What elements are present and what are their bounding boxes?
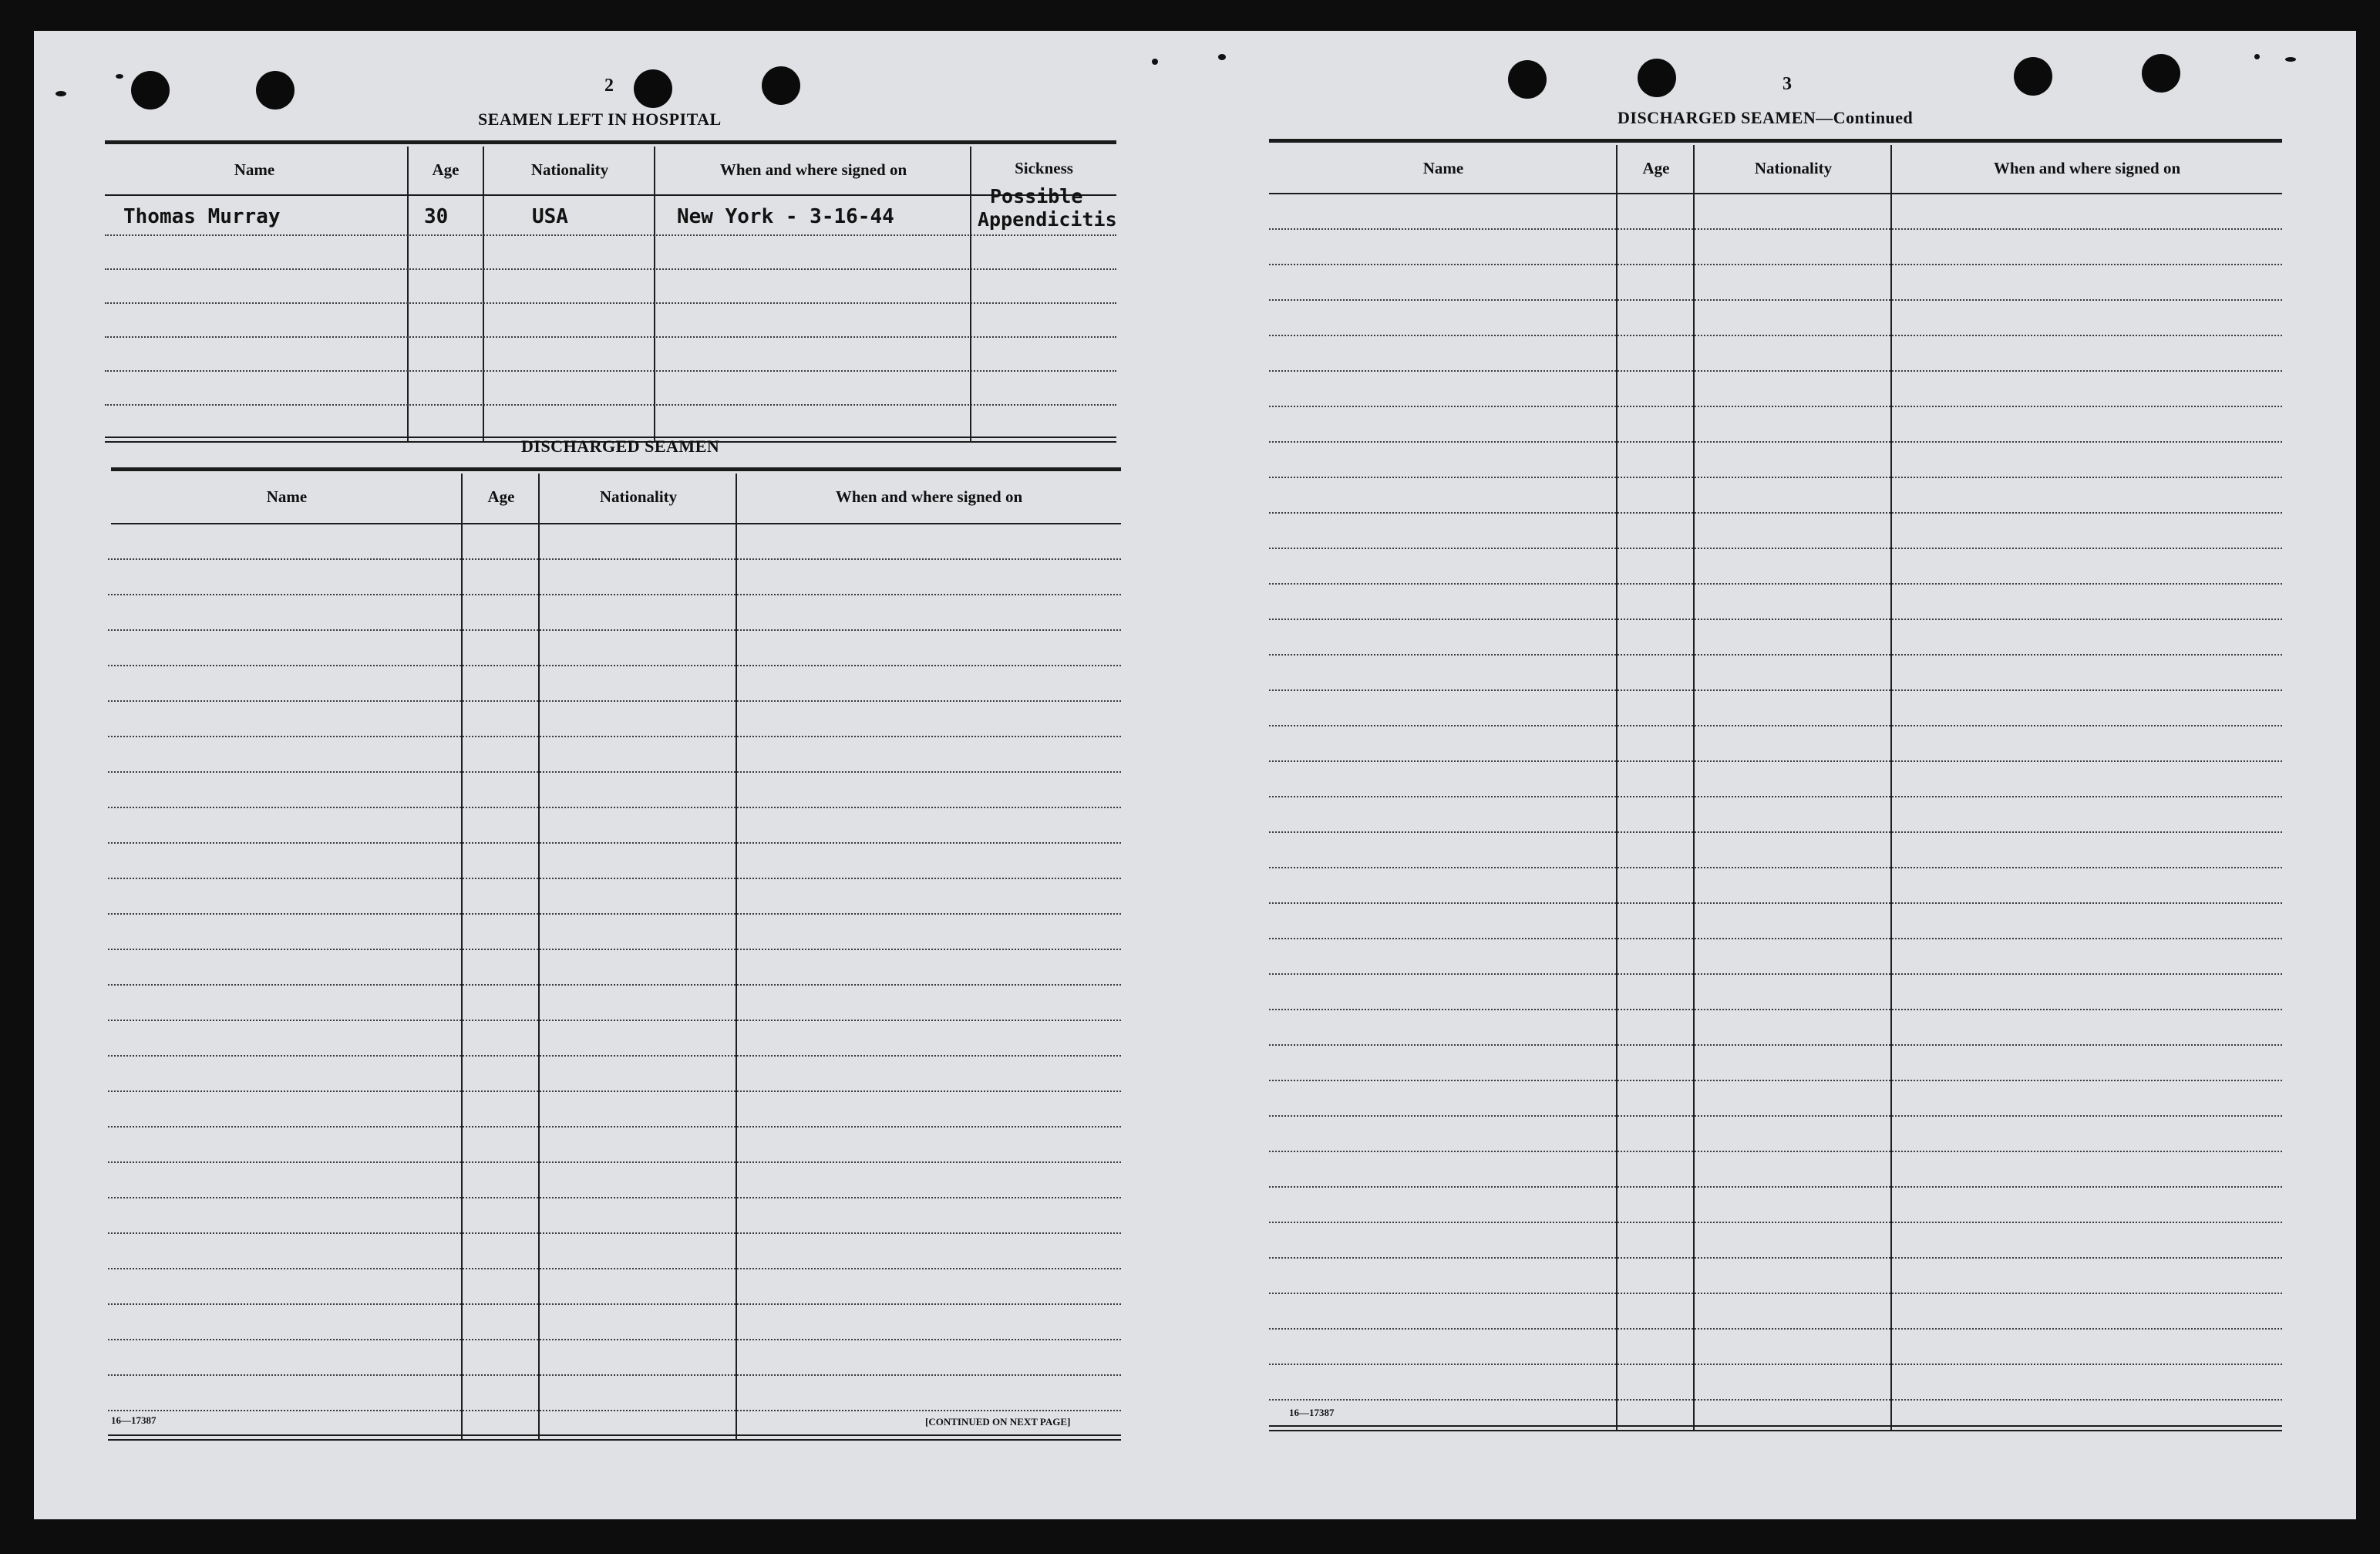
ink-speck (2254, 54, 2260, 59)
punch-hole (2142, 54, 2180, 93)
entry-name: Thomas Murray (123, 205, 281, 228)
row-line (108, 700, 1121, 702)
entry-nationality: USA (532, 205, 568, 228)
row-line (105, 336, 1116, 338)
punch-hole (131, 71, 170, 110)
column-divider (461, 474, 463, 1439)
row-line (1269, 1364, 2282, 1365)
column-divider (1616, 145, 1618, 1431)
right-bottom-rule (1269, 1430, 2282, 1431)
row-line (1269, 1257, 2282, 1259)
row-line (1269, 867, 2282, 868)
discharged-section-title: DISCHARGED SEAMEN (521, 437, 720, 456)
header-nationality: Nationality (599, 487, 678, 506)
ink-speck (56, 91, 66, 96)
row-line (108, 1303, 1121, 1305)
punch-hole (1508, 60, 1547, 99)
column-divider (538, 474, 540, 1439)
row-line (1269, 1080, 2282, 1081)
row-line (108, 913, 1121, 915)
header-age: Age (432, 160, 460, 179)
row-line (108, 594, 1121, 595)
page-number: 3 (1782, 74, 1792, 94)
header-nationality: Nationality (530, 160, 609, 179)
discharged-header-rule (111, 523, 1121, 524)
hospital-header-rule (105, 194, 1116, 196)
hospital-top-rule (105, 140, 1116, 144)
row-line (1269, 512, 2282, 514)
row-line (108, 771, 1121, 773)
row-line (105, 268, 1116, 270)
row-line (1269, 548, 2282, 549)
row-line (108, 558, 1121, 560)
row-line (1269, 796, 2282, 797)
row-line (108, 842, 1121, 844)
continued-note: [CONTINUED ON NEXT PAGE] (925, 1416, 1071, 1428)
row-line (1269, 725, 2282, 726)
row-line (108, 1161, 1121, 1163)
column-divider (1693, 145, 1695, 1431)
row-line (105, 404, 1116, 406)
row-line (108, 984, 1121, 986)
discharged-bottom-rule (108, 1434, 1121, 1436)
row-line (1269, 1009, 2282, 1010)
column-divider (970, 147, 971, 441)
row-line (108, 1126, 1121, 1128)
row-line (108, 1197, 1121, 1198)
row-line (1269, 973, 2282, 975)
right-bottom-rule (1269, 1425, 2282, 1427)
row-line (1269, 406, 2282, 407)
header-name: Name (266, 487, 308, 506)
column-divider (407, 147, 409, 441)
right-header-rule (1269, 193, 2282, 194)
row-line (1269, 477, 2282, 478)
ink-speck (1152, 59, 1158, 65)
punch-hole (2014, 57, 2052, 96)
ink-speck (116, 74, 123, 79)
row-line (105, 302, 1116, 304)
row-line (1269, 228, 2282, 230)
row-line (1269, 1328, 2282, 1330)
column-divider (736, 474, 737, 1439)
document-spread (34, 31, 2356, 1519)
entry-age: 30 (424, 205, 449, 228)
ink-speck (2285, 57, 2296, 62)
row-line (1269, 1044, 2282, 1046)
punch-hole (634, 69, 672, 108)
row-line (1269, 1186, 2282, 1188)
row-line (108, 1374, 1121, 1376)
header-name: Name (1422, 159, 1464, 177)
discharged-bottom-rule (108, 1439, 1121, 1441)
row-line (1269, 902, 2282, 904)
right-top-rule (1269, 139, 2282, 143)
row-line (1269, 1222, 2282, 1223)
row-line (105, 234, 1116, 236)
header-age: Age (1642, 159, 1670, 177)
row-line (108, 949, 1121, 950)
row-line (108, 665, 1121, 666)
row-line (108, 1410, 1121, 1411)
row-line (105, 370, 1116, 372)
row-line (1269, 1115, 2282, 1117)
row-line (1269, 689, 2282, 691)
form-number: 16—17387 (111, 1414, 157, 1426)
header-nationality: Nationality (1754, 159, 1833, 177)
row-line (1269, 299, 2282, 301)
punch-hole (256, 71, 295, 110)
row-line (108, 629, 1121, 631)
row-line (108, 1339, 1121, 1340)
discharged-continued-title: DISCHARGED SEAMEN—Continued (1618, 108, 1914, 127)
row-line (1269, 1399, 2282, 1401)
row-line (108, 1055, 1121, 1057)
punch-hole (762, 66, 800, 105)
entry-sickness-line1: Possible (990, 185, 1083, 207)
row-line (108, 1090, 1121, 1092)
form-number: 16—17387 (1289, 1407, 1335, 1418)
row-line (1269, 938, 2282, 939)
header-sickness: Sickness (1015, 159, 1073, 177)
row-line (1269, 583, 2282, 585)
row-line (108, 878, 1121, 879)
row-line (1269, 264, 2282, 265)
row-line (1269, 619, 2282, 620)
entry-signed-on: New York - 3-16-44 (677, 205, 894, 228)
row-line (108, 1020, 1121, 1021)
row-line (1269, 654, 2282, 656)
row-line (108, 807, 1121, 808)
row-line (1269, 441, 2282, 443)
header-signed-on: When and where signed on (1993, 159, 2181, 177)
row-line (1269, 1151, 2282, 1152)
row-line (108, 1232, 1121, 1234)
row-line (108, 736, 1121, 737)
punch-hole (1638, 59, 1676, 97)
header-name: Name (234, 160, 275, 179)
row-line (1269, 831, 2282, 833)
ink-speck (1218, 54, 1226, 60)
column-divider (1890, 145, 1892, 1431)
column-divider (483, 147, 484, 441)
row-line (1269, 760, 2282, 762)
discharged-top-rule (111, 467, 1121, 471)
hospital-section-title: SEAMEN LEFT IN HOSPITAL (478, 110, 722, 129)
row-line (108, 1268, 1121, 1269)
column-divider (654, 147, 655, 441)
row-line (1269, 335, 2282, 336)
row-line (1269, 370, 2282, 372)
header-signed-on: When and where signed on (719, 160, 907, 179)
page-number: 2 (604, 76, 614, 96)
entry-sickness-line2: Appendicitis (978, 208, 1117, 231)
header-signed-on: When and where signed on (835, 487, 1023, 506)
row-line (1269, 1293, 2282, 1294)
header-age: Age (487, 487, 515, 506)
